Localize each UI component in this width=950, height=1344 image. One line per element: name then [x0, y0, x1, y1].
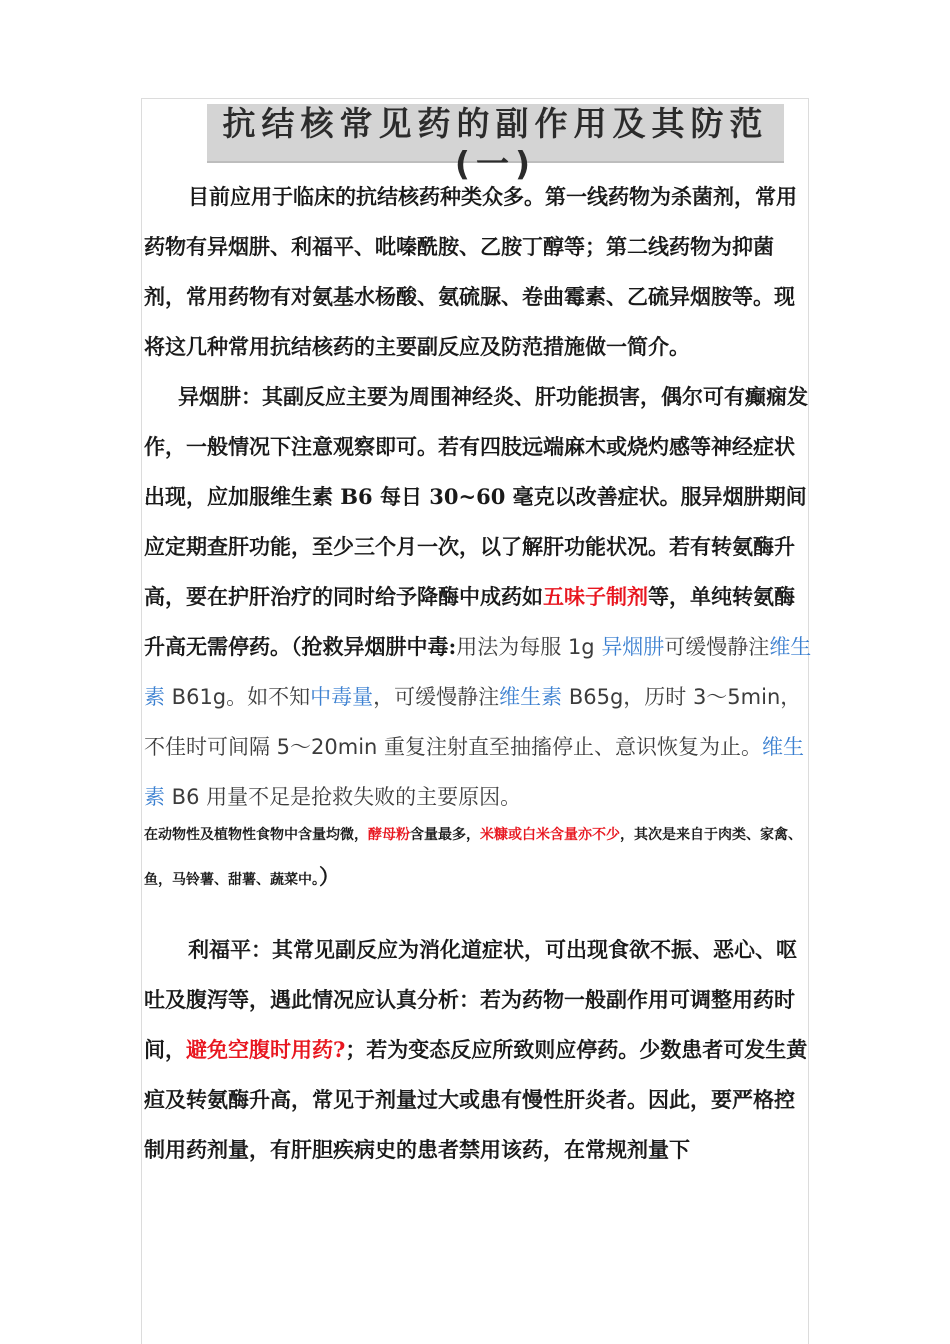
isoniazid-text-f: ，可缓慢静注: [373, 685, 500, 709]
vitamin-link-1[interactable]: 维生素: [144, 635, 812, 709]
schisandra-highlight: 五味子制剂: [543, 584, 648, 609]
isoniazid-text-e: B61g。如不知: [165, 685, 311, 709]
isoniazid-text-h: B6 用量不足是抢救失败的主要原因。: [165, 785, 522, 809]
isoniazid-text-g: B65g，历时 3～5min，不佳时可间隔 5～20min 重复注射直至抽搐停止、意识恢复为止。: [144, 685, 802, 759]
isoniazid-paragraph: [144, 372, 814, 822]
paragraph-gap: [144, 901, 814, 925]
intro-paragraph: 目前应用于临床的抗结核药种类众多。第一线药物为杀菌剂，常用药物有异烟肼、利福平、吡嗪酰胺、乙胺丁醇等；第二线药物为抑菌剂，常用药物有对氨基水杨酸、氨硫脲、卷曲霉素、乙硫异烟胺等。现将这几种常用抗结核药的主要副反应及防范措施做一简介。: [144, 184, 797, 359]
isoniazid-text-d: 可缓慢静注: [664, 635, 770, 659]
rifampicin-text-a: 利福平：其常见副反应为消化道症状，可出现食欲不振、恶心、呕吐及腹泻等，遇此情况应认真分析：若为药物一般副作用可调整用药时间，: [144, 937, 797, 1062]
isoniazid-text-c: 用法为每服 1g: [456, 635, 602, 659]
isoniazid-text-a: 异烟肼：其副反应主要为周围神经炎、肝功能损害，偶尔可有癫痫发作，一般情况下注意观察即可。若有四肢远端麻木或烧灼感等神经症状出现，应加服维生素 B6 每日 30~60 毫克以改善症状。服异烟肼期间应定期查肝功能，至少三个月一次，以了解肝功能状况。若有转氨酶升高，要在护肝治疗的同时给予降酶中成药如: [144, 384, 808, 609]
vitamin-link-3[interactable]: 维生素: [144, 735, 805, 809]
rice-bran-highlight: 米糠或白米含量亦不少: [480, 827, 620, 843]
document-body: [144, 172, 814, 1175]
vitamin-source-note: [144, 814, 814, 901]
rifampicin-text-b: ；若为变态反应所致则应停药。少数患者可发生黄疸及转氨酶升高，常见于剂量过大或患有慢性肝炎者。因此，要严格控制用药剂量，有肝胆疾病史的患者禁用该药，在常规剂量下: [144, 1037, 808, 1162]
isoniazid-text-b: 等，单纯转氨酶升高无需停药。（抢救异烟肼中毒:: [144, 584, 795, 659]
note-text-2: 含量最多，: [410, 827, 480, 843]
closing-paren: ）: [319, 864, 340, 889]
rifampicin-paragraph: [144, 925, 814, 1175]
yeast-highlight: 酵母粉: [368, 827, 410, 843]
toxic-dose-link[interactable]: 中毒量: [310, 685, 374, 709]
empty-stomach-highlight: 避免空腹时用药?: [186, 1037, 346, 1062]
page-title: 抗结核常见药的副作用及其防范(一): [222, 104, 769, 183]
note-text-1: 在动物性及植物性食物中含量均微，: [144, 827, 368, 843]
note-text-3: ，其次是来自于肉类、家禽、鱼，马铃薯、甜薯、蔬菜中。: [144, 827, 802, 888]
isoniazid-link[interactable]: 异烟肼: [601, 635, 665, 659]
vitamin-link-2[interactable]: 维生素: [499, 685, 563, 709]
